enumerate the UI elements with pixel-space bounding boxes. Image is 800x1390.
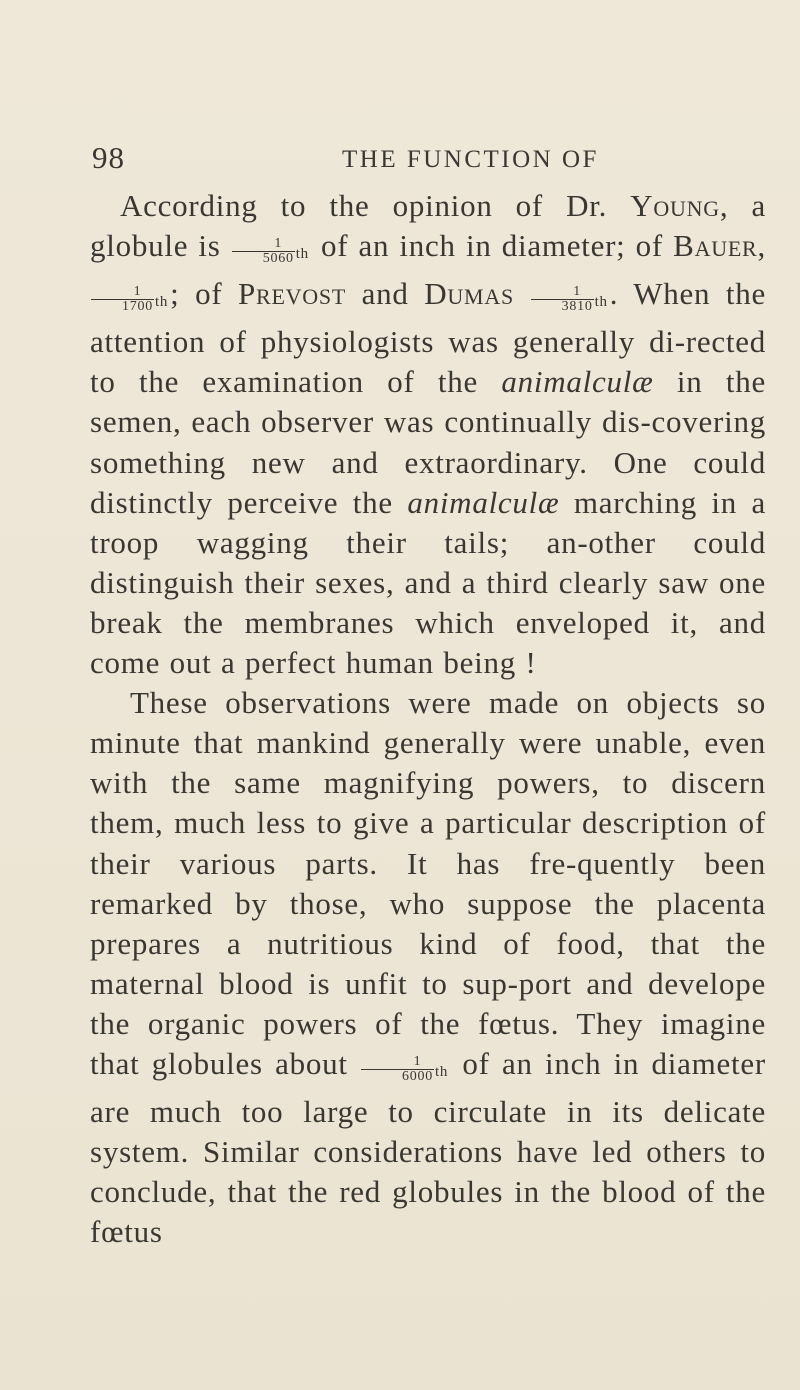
text-run: . When the attention of physiologists was generally di-rected to the examination of the [90, 276, 767, 400]
fraction [361, 1055, 434, 1084]
ordinal-suffix: th [295, 246, 309, 263]
small-caps-name: Young [630, 188, 720, 223]
small-caps-name: Dumas [424, 276, 514, 312]
fraction [531, 285, 594, 314]
fraction-numerator: 1 [531, 285, 594, 300]
running-title: THE FUNCTION OF [342, 146, 599, 173]
text-run: According to the opinion of Dr. [120, 188, 631, 223]
fraction [91, 285, 154, 314]
text-run: of an inch in diameter; of [310, 228, 674, 264]
text-run [514, 276, 530, 311]
text-run: , [757, 228, 766, 264]
ordinal-suffix: th [434, 1063, 449, 1080]
paragraph [90, 186, 766, 683]
italic-term: animalculæ [407, 484, 560, 520]
small-caps-name: Prevost [238, 276, 347, 312]
small-caps-name: Bauer [673, 228, 758, 264]
fraction-numerator: 1 [232, 237, 295, 252]
fraction-denominator: 5060 [262, 251, 294, 267]
page-number: 98 [92, 140, 125, 175]
ordinal-suffix: th [594, 294, 608, 311]
text-run: ; of [170, 276, 239, 312]
running-head [0, 140, 800, 180]
text-run: of an inch in diameter are much too large to circulate in its delicate system. Similar considerations have led others to conclude, that the red globules in the blood of the fœtus [90, 1045, 766, 1250]
fraction [232, 237, 295, 266]
text-run: and [346, 276, 425, 312]
ordinal-suffix: th [155, 294, 169, 311]
fraction-denominator: 6000 [401, 1068, 433, 1084]
fraction-denominator: 1700 [122, 299, 153, 315]
fraction-numerator: 1 [361, 1055, 434, 1070]
paragraph [90, 683, 766, 1252]
text-run: marching in a troop wagging their tails; an-other could distinguish their sexes, and a third clearly saw one break the membranes which enveloped it, and come out a perfect human being ! [90, 484, 766, 681]
fraction-numerator: 1 [91, 285, 154, 300]
fraction-denominator: 3810 [561, 299, 593, 315]
text-run: in the semen, each observer was continually dis-covering something new and extraordinary. One could distinctly perceive the [90, 364, 766, 520]
italic-term: animalculæ [501, 364, 654, 400]
text-run: , a globule is [90, 188, 766, 264]
body-text [90, 186, 766, 1252]
text-run: These observations were made on objects so minute that mankind generally were unable, even with the same magnifying powers, to discern them, much less to give a particular description of their various parts. It has fre-quently been remarked by those, who suppose the placenta prepares a nutritious kind of food, that the maternal blood is unfit to sup-port and develope the organic powers of the fœtus. They imagine that globules about [90, 685, 766, 1081]
